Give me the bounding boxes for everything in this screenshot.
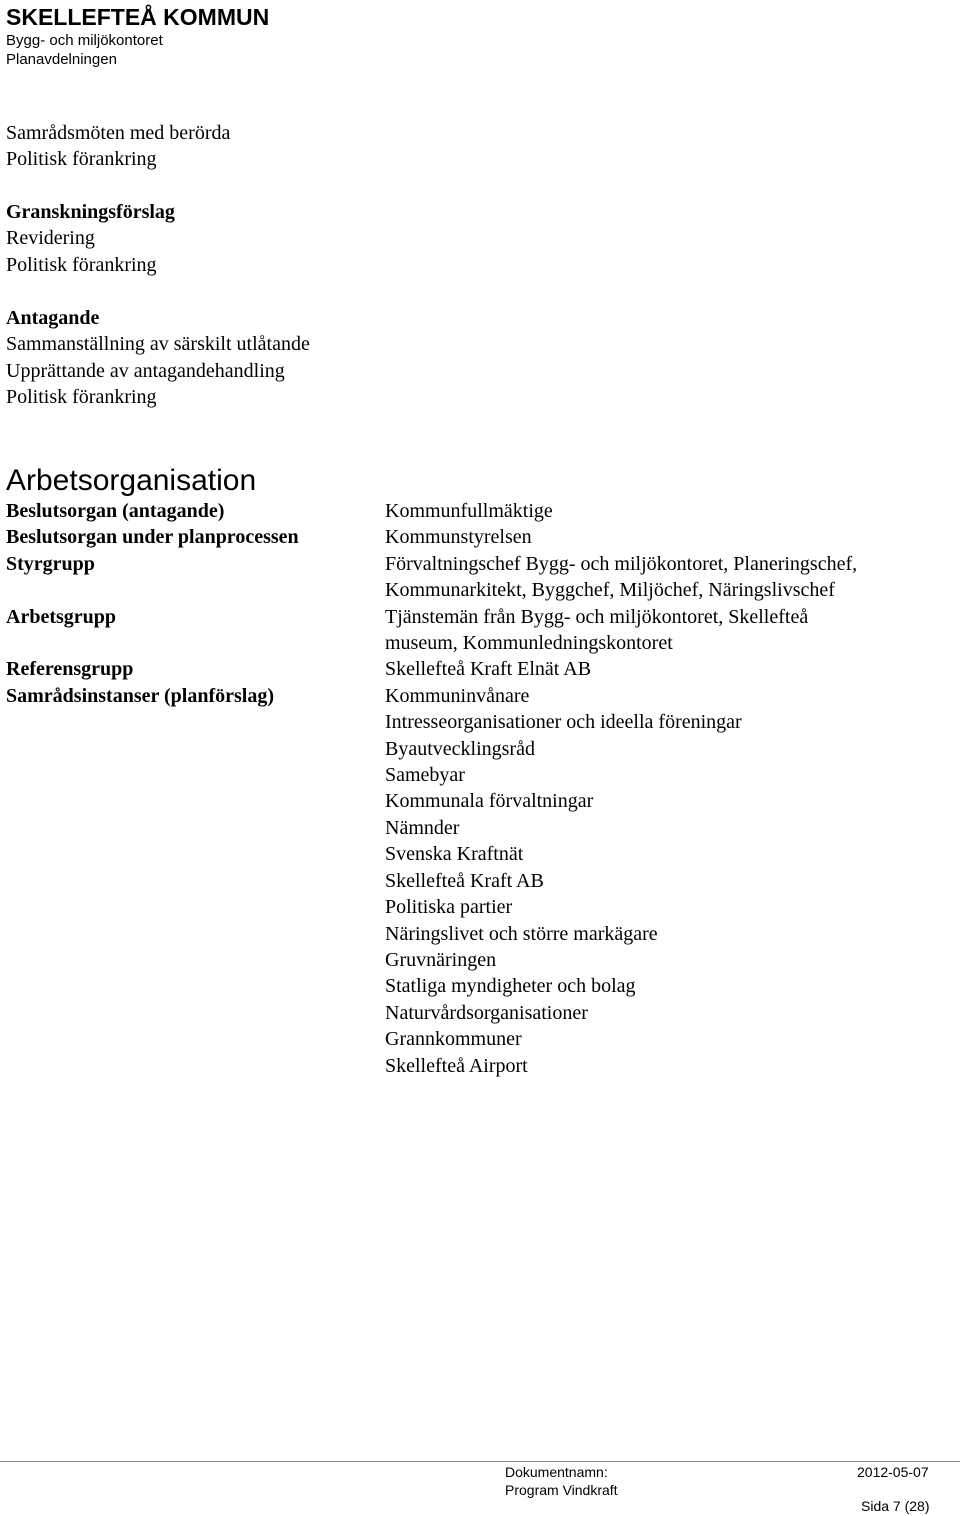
footer-divider: [0, 1461, 960, 1462]
list-item: Politisk förankring: [6, 148, 157, 171]
value-line: Grannkommuner: [385, 1028, 522, 1051]
value-line: Tjänstemän från Bygg- och miljökontoret, Skellefteå: [385, 605, 809, 628]
role-labels: [6, 498, 299, 709]
role-values: [385, 498, 955, 1079]
value-line: Kommunstyrelsen: [385, 526, 532, 549]
value-line: Kommunarkitekt, Byggchef, Miljöchef, Näringslivschef: [385, 579, 835, 602]
role-label: Samrådsinstanser (planförslag): [6, 684, 274, 707]
doc-label: Dokumentnamn:: [505, 1464, 608, 1480]
list-item: Upprättande av antagandehandling: [6, 359, 285, 382]
role-label: Beslutsorgan (antagande): [6, 500, 225, 522]
role-label: Arbetsgrupp: [6, 605, 117, 628]
list-item: Politisk förankring: [6, 386, 157, 409]
antagande-section: [6, 305, 310, 411]
value-line: museum, Kommunledningskontoret: [385, 632, 673, 655]
value-line: Byautvecklingsråd: [385, 737, 535, 760]
value-line: Intresseorganisationer och ideella föreningar: [385, 711, 742, 734]
list-item: Revidering: [6, 227, 95, 250]
role-label: Referensgrupp: [6, 658, 134, 681]
samrad-section: [6, 120, 230, 173]
page-number: Sida 7 (28): [861, 1498, 930, 1514]
section-title: Granskningsförslag: [6, 201, 175, 223]
value-line: Kommunala förvaltningar: [385, 790, 594, 813]
value-line: Kommuninvånare: [385, 684, 530, 707]
role-label: Beslutsorgan under planprocessen: [6, 526, 299, 549]
page-header: [6, 4, 269, 69]
value-line: Statliga myndigheter och bolag: [385, 975, 636, 998]
value-line: Politiska partier: [385, 896, 513, 919]
arbetsorganisation-heading: Arbetsorganisation: [6, 464, 257, 497]
doc-date: 2012-05-07: [857, 1464, 929, 1480]
value-line: Näringslivet och större markägare: [385, 922, 658, 945]
value-line: Naturvårdsorganisationer: [385, 1001, 588, 1024]
role-label: Styrgrupp: [6, 552, 95, 575]
value-line: Kommunfullmäktige: [385, 500, 553, 522]
dept-name: Bygg- och miljökontoret: [6, 32, 163, 49]
value-line: Förvaltningschef Bygg- och miljökontoret, Planeringschef,: [385, 552, 858, 575]
list-item: Politisk förankring: [6, 253, 157, 276]
value-line: Skellefteå Airport: [385, 1054, 528, 1077]
value-line: Skellefteå Kraft AB: [385, 869, 544, 892]
value-line: Samebyar: [385, 764, 465, 787]
list-item: Samrådsmöten med berörda: [6, 122, 231, 144]
granskning-section: [6, 199, 175, 278]
value-line: Gruvnäringen: [385, 948, 497, 971]
doc-name: Program Vindkraft: [505, 1482, 618, 1498]
unit-name: Planavdelningen: [6, 51, 117, 68]
list-item: Sammanställning av särskilt utlåtande: [6, 333, 310, 356]
value-line: Skellefteå Kraft Elnät AB: [385, 658, 592, 681]
org-name: SKELLEFTEÅ KOMMUN: [6, 4, 270, 30]
value-line: Nämnder: [385, 816, 460, 839]
value-line: Svenska Kraftnät: [385, 843, 524, 866]
section-title: Antagande: [6, 307, 100, 329]
